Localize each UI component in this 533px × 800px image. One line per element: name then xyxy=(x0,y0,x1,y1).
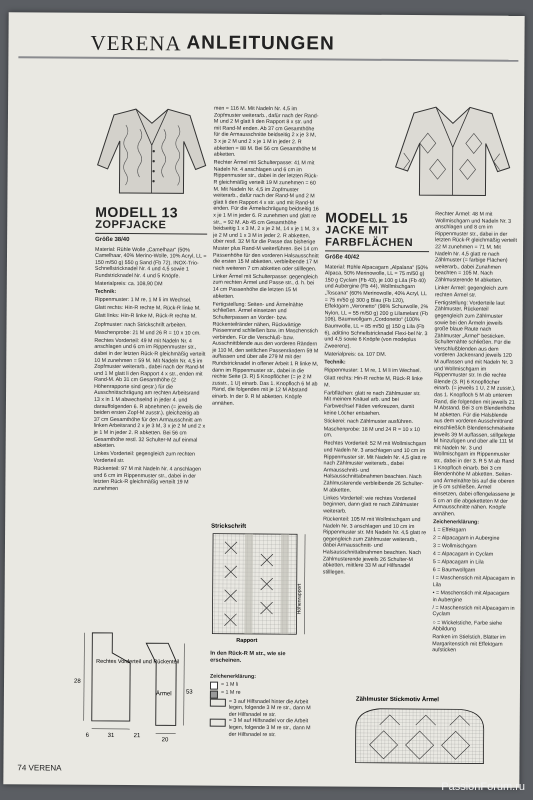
model13-subtitle: ZOPFJACKE xyxy=(95,219,207,235)
chart-caption xyxy=(210,651,316,666)
magazine-page xyxy=(3,12,524,788)
model15-column-1 xyxy=(323,210,430,578)
measure-31: 31 xyxy=(107,732,115,739)
model13-jacket-sketch xyxy=(95,105,208,198)
model15-legend-item: ○ = Wickelstiche, Farbe siehe Abbildung xyxy=(432,619,503,633)
model15-legend-item: 2 = Alpacagarn in Aubergine xyxy=(433,535,500,542)
legend-text: = 3 M auf Hilfsnadel vor die Arbeit legen, folgende 3 M re str., dann M der Hilfsnadel re str. xyxy=(228,718,311,738)
legend-text: = 1 M li xyxy=(220,681,239,688)
sleeve-label: Ärmel xyxy=(155,691,172,698)
model15-paragraph: Stickerei: nach Zählmuster ausführen. xyxy=(323,418,414,425)
model15-title: MODELL 15 xyxy=(325,209,409,227)
model13-column-2 xyxy=(212,106,320,409)
model13-paragraph: Maschenprobe: 21 M und 26 R = 10 x 10 cm. xyxy=(94,329,201,337)
model15-legend-item: 1 = Effektgarn xyxy=(433,527,467,534)
model15-paragraph: Material: Rühle Alpacagarn „Alpalana“ (50% Alpaca, 50% Merinowolle, LL = 75 m/50 g) 150 g Cyclam (Fb 43), je 100 g Lila (Fb 40) und Aubergine (Fb 44), Wollmischgarn „Toscana“ (60% Merinowolle, 40% Acryl, LL = 75 m/50 g) 300 g Blau (Fb 120), Effektgarn „Veronetto“ (98% Schurwolle, 2% Nylon, LL = 55 m/50 g) 200 g Lilamelant (Fb 106), Baumwollgarn „Cordonetto“ (100% Baumwolle, LL = 85 m/50 g) 150 g Lila (Fb 6), adittino Schnellstricknadel Flexi-bel Nr. 3 und 4,5 sowie 6 Knöpfe (von modeplus Zweerenz). xyxy=(324,264,429,350)
model13-paragraph: Glatt links: Hin-R linke M, Rück-R rechte M. xyxy=(94,313,197,320)
model15-paragraph: Maschenprobe: 18 M und 24 R = 10 x 10 cm. xyxy=(323,426,420,439)
purl-symbol-icon xyxy=(210,682,218,690)
model15-column-2 xyxy=(432,211,517,656)
legend-text: = 1 M re xyxy=(220,690,241,697)
watermark: PassionForum.ru xyxy=(441,781,525,793)
model15-paragraph: Technik: xyxy=(324,359,346,366)
model13-legend xyxy=(210,674,316,739)
knit-symbol-icon xyxy=(210,690,218,698)
measure-53: 53 xyxy=(185,689,193,696)
model15-subtitle: JACKE MIT FARBFLÄCHEN xyxy=(325,224,429,252)
model13-title: MODELL 13 xyxy=(95,203,179,221)
model15-paragraph: Materialpreis: ca. 107 DM. xyxy=(324,351,387,358)
model13-paragraph: Rechtes Vorderteil: 49 M mit Nadeln Nr. 4 anschlagen und 6 cm im Rippenmuster str., dabei in der letzten Rück-R gleichmäßig verteilt 10 M zunehmen = 59 M. Mit Nadeln Nr. 4,5 im Zopfmuster weiterarb., dabei nach der Rand-M und 1 M glatt li den Rapport 4 x str., enden mit Rand-M. Ab 31 cm Gesamthöhe (2 Höhenrapporte sind gestr.) für die Ausschnittschrägung am rechten Arbeitsrand 13 x in 1 M abwechselnd in jeder 4. und darauffolgenden 6. R abnehmen (= jeweils die beiden ersten Zopf-M zusstr.), gleichzeitig ab 37 cm Gesamthöhe für den Armausschnitt am linken Arbeitsrand 2 x je 3 M, 3 x je 2 M und 2 x je 1 M in jeder 2. R abketten. Bei 56 cm Gesamthöhe restl. 32 Schulter-M auf einmal abketten. xyxy=(93,337,206,450)
model13-paragraph: Technik: xyxy=(94,288,117,296)
model13-paragraph: Material: Rühle Wolle „Camelhaar“ (50% Camelhaar, 40% Merino-Wolle, 10% Acryl, LL = 150 m/50 g) 550 g Sand (Fb 72). INOX-Trio-Schnellstricknadel Nr. 4 und 4,5 sowie 1 Rundstricknadel Nr. 4 und 5 Knöpfe. xyxy=(94,246,207,280)
model13-paragraph: Zopfmuster: nach Strickschrift arbeiten. xyxy=(94,321,187,328)
model13-paragraph: Linker Ärmel mit Schulterpasse: gegengleich zum rechten Ärmel und Passe str., d. h. bei 14 cm Passenhöhe die letzten 15 M abketten. xyxy=(212,273,318,300)
model15-paragraph: Rechtes Vorderteil: 52 M mit Wollmischgarn und Nadeln Nr. 3 anschlagen und 10 cm im Rippenmuster str. Mit Nadeln Nr. 4,5 glatt re nach Zählmuster weiterarb., dabei Armausschnitt- und Halsausschnittabnahmen beachten. Nach Zählmusterende verbleibende 26 Schulter-M abketten. xyxy=(323,440,427,494)
model15-paragraph: Rückenteil: 105 M mit Wollmischgarn und Nadeln Nr. 3 anschlagen und 10 cm im Rippenmuster str. Mit Nadeln Nr. 4,5 glatt re gegengleich zum Zählmuster weiterarb., dabei Armausschnitt- und Halsausschnittabnahmen beachten. Nach Zählmusterende jeweils 26 Schulter-M abketten, mittlere 33 M auf Hilfsnadel stilllegen. xyxy=(322,516,427,576)
cable-back-icon xyxy=(210,699,226,707)
model15-legend-item: 5 = Alpacagarn in Lila xyxy=(432,559,484,566)
measure-28: 28 xyxy=(74,678,81,685)
model15-legend-title: Zeichenerklärung: xyxy=(433,518,480,526)
model15-paragraph: Farbflächen: glatt re nach Zählmuster str. Mit meinem Knäuel arb. und bei Farbwechsel Fäden verkreuzen, damit keine Löcher entstehen. xyxy=(323,390,421,417)
model15-legend-item: • = Maschenstich mit Alpacagarn in Aubergine xyxy=(432,590,510,604)
legend-text: = 3 auf Hilfsnadel hinter die Arbeit legen, folgende 3 M re str., dann M der Hilfsnadel re str. xyxy=(228,698,311,718)
model15-paragraph: Rippenmuster: 1 M re, 1 M li im Wechsel. xyxy=(324,367,421,375)
model13-paragraph: Fertigstellung: Seiten- und Ärmelnähte schließen. Ärmel einsetzen und Schulterpassen an Vorder- bzw. Rückenteilränder nähen, Rückwärtige Passenrand schließen bzw. im Maschenstich verbinden. Für die Verschluß- bzw. Ausschnittblende aus den vorderen Rändern je 110 M, den seitlichen Passenrändern 59 M auffassen und über alle 279 M mit der Rundstricknadel in offener Arbeit 1 R linke M, dann im Rippenmuster str., dabei in die rechte Seite (3. R) 5 Knopflöcher (= je 2 M zusstr., 1 U) einarb. Das 1. Knopfloch 6 M ab Rand, die folgenden mit je 12 M Abstand einarb. In der 9. R M abketten. Knöpfe annähen. xyxy=(211,301,319,407)
model15-legend-item: Ranken im Stielstich, Blätter im Margaritenstich mit Effektgarn aufsticken xyxy=(432,634,506,654)
measure-6: 6 xyxy=(85,732,90,739)
page-number: 74 VERENA xyxy=(17,763,62,773)
brand-logo: VERENA xyxy=(90,30,182,56)
model15-paragraph: Linkes Vorderteil: wie rechtes Vorderteil beginnen, dann glatt re nach Zählmuster weiterarb. xyxy=(323,495,419,515)
model15-paragraph: Glatt rechts: Hin-R rechte M, Rück-R linke M. xyxy=(324,375,423,389)
model15-paragraph: Linker Ärmel: gegengleich zum rechten Ärmel str. xyxy=(434,285,508,299)
model13-paragraph: Glatt rechts: Hin-R rechte M, Rück-R linke M. xyxy=(94,305,201,312)
model13-paragraph: men = 116 M. Mit Nadeln Nr. 4,5 im Zopfmuster weiterarb., dafür nach der Rand-M und 2 M glatt li den Rapport 8 x str. und mit Rand-M enden. Ab 37 cm Gesamthöhe für die Armausschnitte beidseitig 2 x je 3 M, 3 x je 2 M und 2 x je 1 M in jeder 2. R abketten = 88 M. Bei 56 cm Gesamthöhe M abketten. xyxy=(213,105,319,158)
legend-title: Zeichenerklärung: xyxy=(210,673,257,680)
model13-schematic xyxy=(72,613,209,744)
measure-20: 20 xyxy=(161,737,169,744)
model15-legend-item: I = Maschenstich mit Alpacagarn in Lila xyxy=(432,575,515,589)
chart-bottom-label: Rapport xyxy=(236,637,258,644)
model13-paragraph: Materialpreis: ca. 108,90 DM xyxy=(94,280,163,288)
model15-legend-item: 4 = Alpacagarn in Cyclam xyxy=(432,551,494,558)
page-header xyxy=(18,26,518,61)
model15-paragraph: Rechter Ärmel: 48 M mit Wollmischgarn und Nadeln Nr. 3 anschlagen und 8 cm im Rippenmuster str., dabei in der letzten Rück-R gleichmäßig verteilt 22 M zunehmen = 71 M. Mit Nadeln Nr. 4,5 glatt re nach Zählmuster (= farbige Flächen) weiterarb., dabei Zunahmen beachten = 105 M. Nach Zählmusterende M abketten. xyxy=(434,211,517,284)
model15-legend-item: / = Maschenstich mit Alpacagarn in Cyclam xyxy=(432,605,515,618)
stitch-motif-chart xyxy=(349,705,489,766)
cable-front-icon xyxy=(210,718,226,726)
chart-side-label: Höhenrapport xyxy=(296,583,303,615)
legend-item xyxy=(210,718,316,739)
section-title: ANLEITUNGEN xyxy=(186,32,335,55)
model13-paragraph: Rückenteil: 97 M mit Nadeln Nr. 4 anschlagen und 6 cm im Rippenmuster str., dabei in der letzten Rück-R gleichmäßig verteilt 19 M zunehmen xyxy=(93,465,202,492)
legend-item xyxy=(210,698,316,719)
measure-21: 21 xyxy=(133,733,141,740)
model13-column-1 xyxy=(93,205,207,495)
stitch-motif-title: Zählmuster Stickmotiv Ärmel xyxy=(355,696,439,704)
chart-caption-text: In den Rück-R M str., wie sie erscheinen. xyxy=(210,650,286,664)
model15-legend-item: 3 = Wollmischgarn xyxy=(432,543,477,550)
model13-paragraph: Linkes Vorderteil: gegengleich zum rechten Vorderteil str. xyxy=(93,451,195,464)
front-label: Rechtes Vorderteil und Rückenteil xyxy=(96,658,180,666)
model15-jacket-sketch xyxy=(393,103,512,200)
model15-paragraph: Fertigstellung: Vorderteile laut Zählmuster, Rückenteil gegengleich zum Zählmuster sowie bei den Ärmeln jeweils große blaue Raute nach Zählmuster „Ärmel“ besticken. Schulternähte schließen. Für die Verschlußblenden aus dem vorderen Jackenrand jeweils 120 M auffassen und mit Nadeln Nr. 3 und Wollmischgarn im Rippenmuster str. In die rechte Blende (3. R) 6 Knopflöcher einarb. (= jeweils 1 U, 2 M zusstr.), das 1. Knopfloch 5 M ab unterem Rand, die folgenden mit jeweils 21 M Abstand. Bei 3 cm Blendenhöhe M abketten. Für die Halsblende aus dem vorderen Ausschnittrand einschließlich Blendenschmalseite jeweils 39 M auffassen, stillgelegte M hinzufügen und über alle 111 M mit Nadeln Nr. 3 und Wollmischgarn im Rippenmuster str., dabei in der 3. R 5 M ab Rand 1 Knopfloch einarb. Bei 3 cm Blendenhöhe M abketten. Seiten- und Ärmelnähte bis auf die oberen je 5 cm schließen. Ärmel einsetzen, dabei offengelassene je 5 cm an die abgeketteten M der Armausschnitte nähen. Knöpfe annähen. xyxy=(433,299,516,518)
model15-size: Größe 40/42 xyxy=(324,254,360,261)
model13-size: Größe 38/40 xyxy=(95,236,130,244)
model13-paragraph: Rechter Ärmel mit Schulterpasse: 41 M mit Nadeln Nr. 4 anschlagen und 6 cm im Rippenmuster str., dabei in der letzten Rück-R gleichmäßig verteilt 19 M zunehmen = 60 M. Mit Nadeln Nr. 4,5 im Zopfmuster weiterarb., dafür nach der Rand-M und 2 M glatt li den Rapport 4 x str. und mit Rand-M enden. Für die Ärmelschrägung beidseitig 16 x je 1 M in jeder 6. R zunehmen und glatt re str., = 92 M. Ab 45 cm Gesamthöhe beidseitig 1 x 3 M, 2 x je 2 M, 14 x je 1 M, 3 x je 2 M und 1 x 3 M in jeder 2. R abketten, über restl. 32 M für die Passe das bisherige Muster plus Rand-M weiterführen. Bei 14 cm Passenhöhe für den vorderen Halsausschnitt die ersten 15 M abketten, verbleibende 17 M nach weiteren 7 cm abketten oder stilllegen. xyxy=(212,159,320,273)
model13-paragraph: Rippenmuster: 1 M re, 1 M li im Wechsel. xyxy=(94,297,192,304)
strickschrift-title: Strickschrift xyxy=(211,523,247,530)
model15-legend-item: 6 = Baumwollgarn xyxy=(432,567,476,574)
